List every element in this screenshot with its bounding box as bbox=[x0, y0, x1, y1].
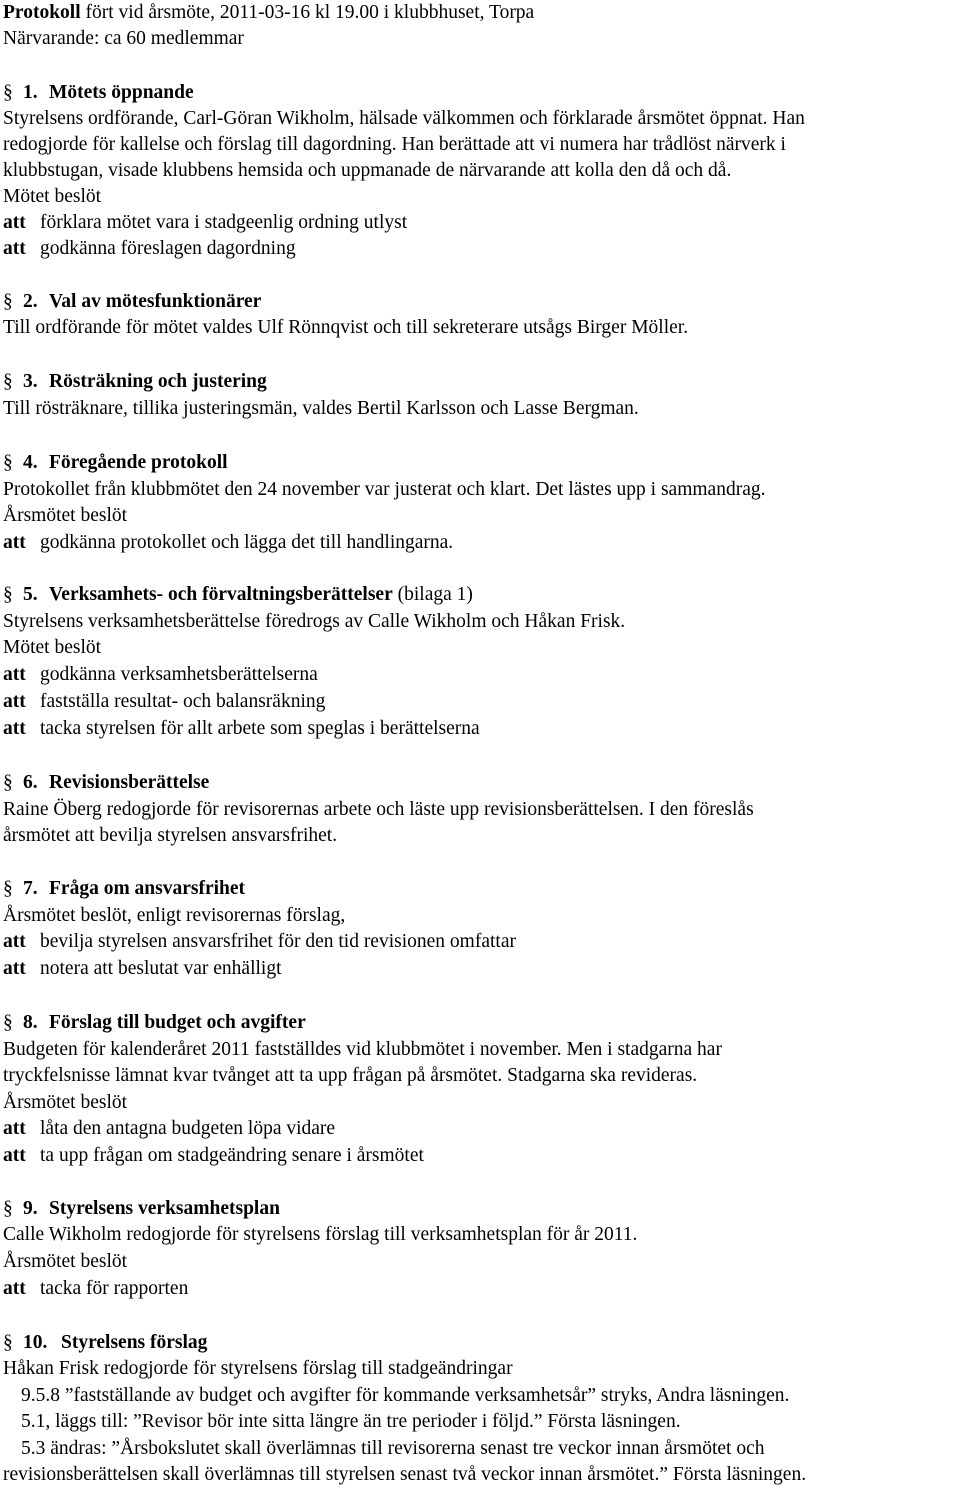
decision-item: att tacka för rapporten bbox=[3, 1278, 189, 1299]
section-9-text: Calle Wikholm redogjorde för styrelsens förslag till verksamhetsplan för år 2011. bbox=[3, 1224, 638, 1245]
decision-item: att bevilja styrelsen ansvarsfrihet för den tid revisionen omfattar bbox=[3, 931, 516, 952]
section-8-text: Budgeten för kalenderåret 2011 fastställdes vid klubbmötet i november. Men i stadgarna har bbox=[3, 1039, 722, 1060]
section-3-heading: § 3. Rösträkning och justering bbox=[3, 371, 267, 392]
section-8-heading: § 8. Förslag till budget och avgifter bbox=[3, 1012, 306, 1033]
decision-item: att godkänna föreslagen dagordning bbox=[3, 238, 296, 259]
section-8-text: tryckfelsnisse lämnat kvar tvånget att ta upp frågan på årsmötet. Stadgarna ska revideras. bbox=[3, 1065, 698, 1086]
section-1-heading: § 1. Mötets öppnande bbox=[3, 82, 194, 103]
section-5-text: Styrelsens verksamhetsberättelse föredrogs av Calle Wikholm och Håkan Frisk. bbox=[3, 611, 626, 632]
section-10-heading: § 10. Styrelsens förslag bbox=[3, 1332, 208, 1353]
section-2-heading: § 2. Val av mötesfunktionärer bbox=[3, 291, 262, 312]
decision-item: att godkänna protokollet och lägga det till handlingarna. bbox=[3, 532, 454, 553]
decision-item: att fastställa resultat- och balansräkning bbox=[3, 691, 326, 712]
decision-intro: Mötet beslöt bbox=[3, 186, 102, 207]
section-2-text: Till ordförande för mötet valdes Ulf Rönnqvist och till sekreterare utsågs Birger Möller. bbox=[3, 317, 689, 338]
amendment-item: 5.1, läggs till: ”Revisor bör inte sitta längre än tre perioder i följd.” Första läsningen. bbox=[21, 1411, 681, 1432]
decision-intro: Mötet beslöt bbox=[3, 637, 102, 658]
document-title: Protokoll fört vid årsmöte, 2011-03-16 kl 19.00 i klubbhuset, Torpa bbox=[3, 2, 535, 23]
amendment-item: 9.5.8 ”fastställande av budget och avgifter för kommande verksamhetsår” stryks, Andra läsningen. bbox=[21, 1385, 790, 1406]
decision-intro: Årsmötet beslöt bbox=[3, 505, 128, 526]
decision-item: att notera att beslutat var enhälligt bbox=[3, 958, 282, 979]
section-6-text: Raine Öberg redogjorde för revisorernas arbete och läste upp revisionsberättelsen. I den föreslås bbox=[3, 799, 754, 820]
decision-item: att tacka styrelsen för allt arbete som speglas i berättelserna bbox=[3, 718, 480, 739]
section-6-text: årsmötet att bevilja styrelsen ansvarsfrihet. bbox=[3, 825, 338, 846]
section-10-text: Håkan Frisk redogjorde för styrelsens förslag till stadgeändringar bbox=[3, 1358, 513, 1379]
decision-intro: Årsmötet beslöt bbox=[3, 1092, 128, 1113]
section-1-text: klubbstugan, visade klubbens hemsida och uppmanade de närvarande att kolla den då och då. bbox=[3, 160, 732, 181]
section-4-heading: § 4. Föregående protokoll bbox=[3, 452, 228, 473]
section-7-heading: § 7. Fråga om ansvarsfrihet bbox=[3, 878, 246, 899]
section-5-heading: § 5. Verksamhets- och förvaltningsberättelser (bilaga 1) bbox=[3, 584, 473, 605]
section-1-text: Styrelsens ordförande, Carl-Göran Wikholm, hälsade välkommen och förklarade årsmötet öppnat. Han bbox=[3, 108, 805, 129]
decision-intro: Årsmötet beslöt, enligt revisorernas förslag, bbox=[3, 905, 346, 926]
section-4-text: Protokollet från klubbmötet den 24 november var justerat och klart. Det lästes upp i sammandrag. bbox=[3, 479, 766, 500]
attendance-line: Närvarande: ca 60 medlemmar bbox=[3, 28, 244, 49]
section-6-heading: § 6. Revisionsberättelse bbox=[3, 772, 210, 793]
decision-item: att förklara mötet vara i stadgeenlig ordning utlyst bbox=[3, 212, 408, 233]
decision-item: att låta den antagna budgeten löpa vidare bbox=[3, 1118, 336, 1139]
decision-item: att ta upp frågan om stadgeändring senare i årsmötet bbox=[3, 1145, 424, 1166]
section-9-heading: § 9. Styrelsens verksamhetsplan bbox=[3, 1198, 280, 1219]
section-3-text: Till rösträknare, tillika justeringsmän, valdes Bertil Karlsson och Lasse Bergman. bbox=[3, 398, 639, 419]
section-1-text: redogjorde för kallelse och förslag till dagordning. Han berättade att vi numera har trådlöst närverk i bbox=[3, 134, 786, 155]
amendment-item-continued: revisionsberättelsen skall överlämnas till styrelsen senast två veckor innan årsmötet.” Första läsningen. bbox=[3, 1464, 807, 1485]
amendment-item: 5.3 ändras: ”Årsbokslutet skall överlämnas till revisorerna senast tre veckor innan årsmötet och bbox=[21, 1438, 765, 1459]
decision-intro: Årsmötet beslöt bbox=[3, 1251, 128, 1272]
decision-item: att godkänna verksamhetsberättelserna bbox=[3, 664, 318, 685]
